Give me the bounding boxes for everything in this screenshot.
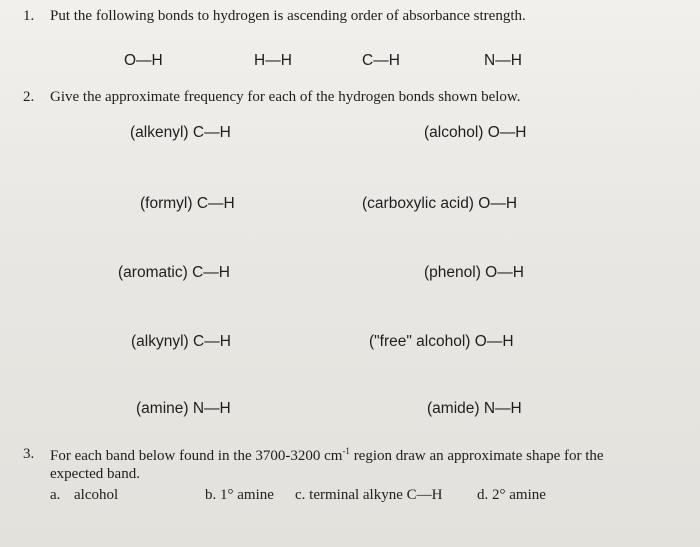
- bond-alcohol-o-h: (alcohol) O—H: [424, 124, 527, 141]
- option-c-terminal-alkyne: c. terminal alkyne C—H: [295, 487, 443, 503]
- question-3-text-line1: [50, 446, 604, 465]
- question-1-text: Put the following bonds to hydrogen is ascending order of absorbance strength.: [50, 8, 526, 24]
- bond-c-h: C—H: [362, 52, 400, 69]
- question-3-text-b: region draw an approximate shape for the: [349, 448, 604, 464]
- bond-carboxylic-acid-o-h: (carboxylic acid) O—H: [362, 195, 518, 212]
- question-1-number: 1.: [23, 8, 35, 24]
- bond-amide-n-h: (amide) N—H: [427, 400, 522, 417]
- bond-o-h: O—H: [124, 52, 163, 69]
- option-d-secondary-amine: d. 2° amine: [477, 487, 546, 503]
- question-3-text-line2: expected band.: [50, 466, 140, 482]
- question-3-number: 3.: [23, 446, 35, 462]
- bond-free-alcohol-o-h: ("free" alcohol) O—H: [369, 333, 514, 350]
- question-2-text: Give the approximate frequency for each of the hydrogen bonds shown below.: [50, 89, 521, 105]
- bond-n-h: N—H: [484, 52, 522, 69]
- bond-amine-n-h: (amine) N—H: [136, 400, 231, 417]
- bond-phenol-o-h: (phenol) O—H: [424, 264, 524, 281]
- option-a-label: a.: [50, 487, 61, 503]
- bond-alkenyl-c-h: (alkenyl) C—H: [130, 124, 231, 141]
- wavenumber-unit-exponent: -1: [342, 446, 350, 456]
- option-b-primary-amine: b. 1° amine: [205, 487, 274, 503]
- question-2-number: 2.: [23, 89, 35, 105]
- option-a-alcohol: alcohol: [74, 487, 119, 503]
- bond-aromatic-c-h: (aromatic) C—H: [118, 264, 230, 281]
- bond-alkynyl-c-h: (alkynyl) C—H: [131, 333, 231, 350]
- bond-h-h: H—H: [254, 52, 292, 69]
- question-3-text-a: For each band below found in the 3700-3200 cm: [50, 448, 343, 464]
- bond-formyl-c-h: (formyl) C—H: [140, 195, 235, 212]
